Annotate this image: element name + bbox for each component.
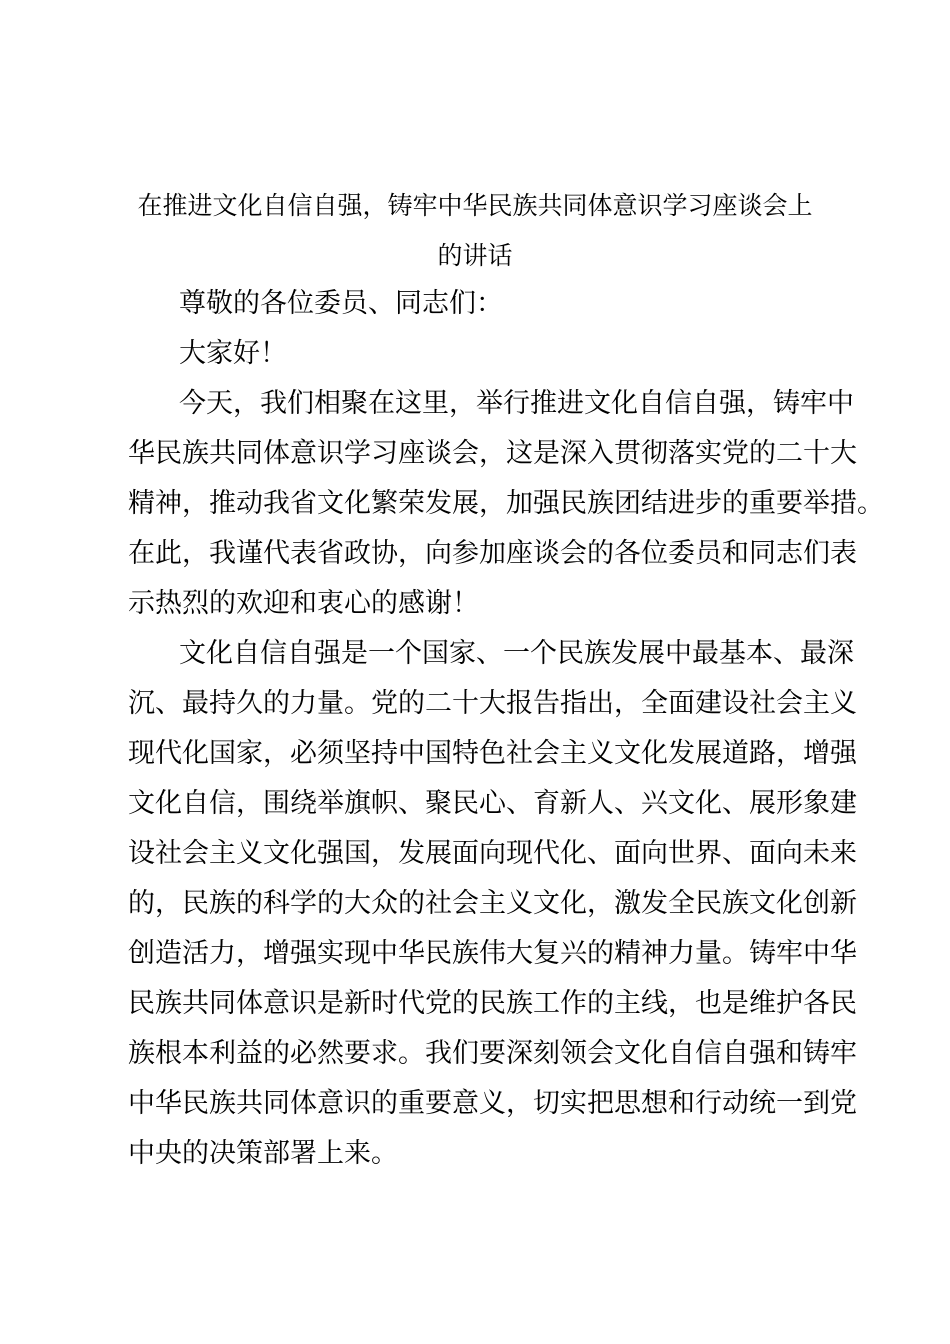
paragraph-line: 族根本利益的必然要求。我们要深刻领会文化自信自强和铸牢 — [128, 1038, 857, 1069]
paragraph-line: 精神，推动我省文化繁荣发展，加强民族团结进步的重要举措。 — [128, 488, 884, 519]
paragraph-1 — [128, 379, 884, 629]
greeting: 大家好！ — [179, 338, 287, 369]
paragraph-line: 创造活力，增强实现中华民族伟大复兴的精神力量。铸牢中华 — [128, 938, 857, 969]
speech-body — [128, 279, 884, 1179]
paragraph-line: 今天，我们相聚在这里，举行推进文化自信自强，铸牢中 — [179, 388, 854, 419]
paragraph-line: 示热烈的欢迎和衷心的感谢！ — [128, 588, 479, 619]
paragraph-line: 在此，我谨代表省政协，向参加座谈会的各位委员和同志们表 — [128, 538, 857, 569]
paragraph-line: 现代化国家，必须坚持中国特色社会主义文化发展道路，增强 — [128, 738, 857, 769]
paragraph-line: 沉、最持久的力量。党的二十大报告指出，全面建设社会主义 — [128, 688, 857, 719]
paragraph-line: 设社会主义文化强国，发展面向现代化、面向世界、面向未来 — [128, 838, 857, 869]
paragraph-2 — [128, 629, 857, 1179]
paragraph-line: 文化自信自强是一个国家、一个民族发展中最基本、最深 — [179, 638, 854, 669]
salutation: 尊敬的各位委员、同志们： — [179, 288, 503, 319]
paragraph-line: 民族共同体意识是新时代党的民族工作的主线，也是维护各民 — [128, 988, 857, 1019]
paragraph-line: 中央的决策部署上来。 — [128, 1138, 398, 1169]
paragraph-line: 中华民族共同体意识的重要意义，切实把思想和行动统一到党 — [128, 1088, 857, 1119]
speech-title-line-2: 的讲话 — [437, 241, 513, 270]
paragraph-line: 华民族共同体意识学习座谈会，这是深入贯彻落实党的二十大 — [128, 438, 857, 469]
speech-title-line-1: 在推进文化自信自强，铸牢中华民族共同体意识学习座谈会上 — [137, 191, 813, 220]
paragraph-line: 的，民族的科学的大众的社会主义文化，激发全民族文化创新 — [128, 888, 857, 919]
paragraph-line: 文化自信，围绕举旗帜、聚民心、育新人、兴文化、展形象建 — [128, 788, 857, 819]
